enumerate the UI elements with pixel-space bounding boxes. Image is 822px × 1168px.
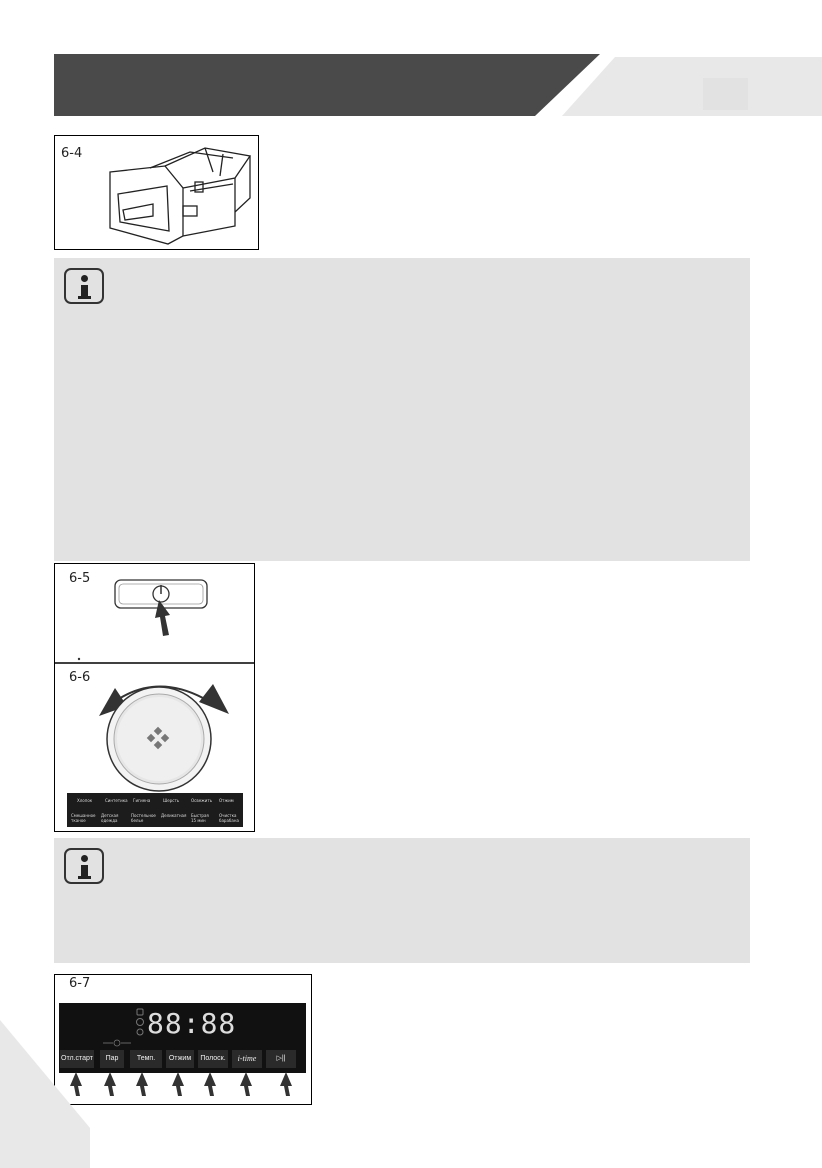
- program-label: Гигиена: [133, 798, 151, 803]
- program-label: Очистка барабана: [219, 813, 239, 823]
- program-label: Шерсть: [163, 798, 180, 803]
- program-label: Деликатная: [161, 813, 187, 818]
- corner-tab-shape: [0, 1020, 100, 1168]
- itime-button[interactable]: i-time: [232, 1050, 262, 1068]
- program-label: Отжим: [219, 798, 234, 803]
- spin-button[interactable]: Отжим: [166, 1050, 194, 1068]
- figure-label: 6-7: [69, 976, 91, 991]
- program-label: Детская одежда: [101, 813, 119, 823]
- figure-label: 6-5: [69, 571, 91, 586]
- rinse-button[interactable]: Полоск.: [198, 1050, 228, 1068]
- program-label: Смешанное тканое: [71, 813, 96, 823]
- info-note-box-2: [54, 838, 750, 963]
- power-button-illustration: [55, 564, 254, 831]
- figure-6-4: [54, 135, 259, 250]
- figure-6-5-6-6: [54, 563, 255, 832]
- section-tab-shape: [562, 57, 822, 116]
- figure-label: 6-4: [61, 146, 83, 161]
- info-icon: [64, 268, 104, 304]
- program-label: Освежить: [191, 798, 213, 803]
- program-label: Синтетика: [105, 798, 128, 803]
- display-digits: 88:88: [147, 1007, 237, 1040]
- section-header-shape: [54, 54, 600, 116]
- figure-label: 6-6: [69, 670, 91, 685]
- delay-start-button[interactable]: Отл.старт: [60, 1050, 94, 1068]
- start-pause-button[interactable]: ▷||: [266, 1050, 296, 1068]
- program-label: Быстрая 15 мин: [191, 813, 209, 823]
- header-bar: [0, 0, 822, 130]
- rotate-right-arrowhead: [199, 684, 229, 714]
- info-note-box-1: [54, 258, 750, 561]
- program-label: Постельное белье: [131, 813, 156, 823]
- info-icon: [64, 848, 104, 884]
- temperature-button[interactable]: Темп.: [130, 1050, 162, 1068]
- detergent-drawer-illustration: [55, 136, 258, 249]
- page-number-box: [703, 78, 748, 110]
- steam-button[interactable]: Пар: [100, 1050, 124, 1068]
- program-label: Хлопок: [77, 798, 93, 803]
